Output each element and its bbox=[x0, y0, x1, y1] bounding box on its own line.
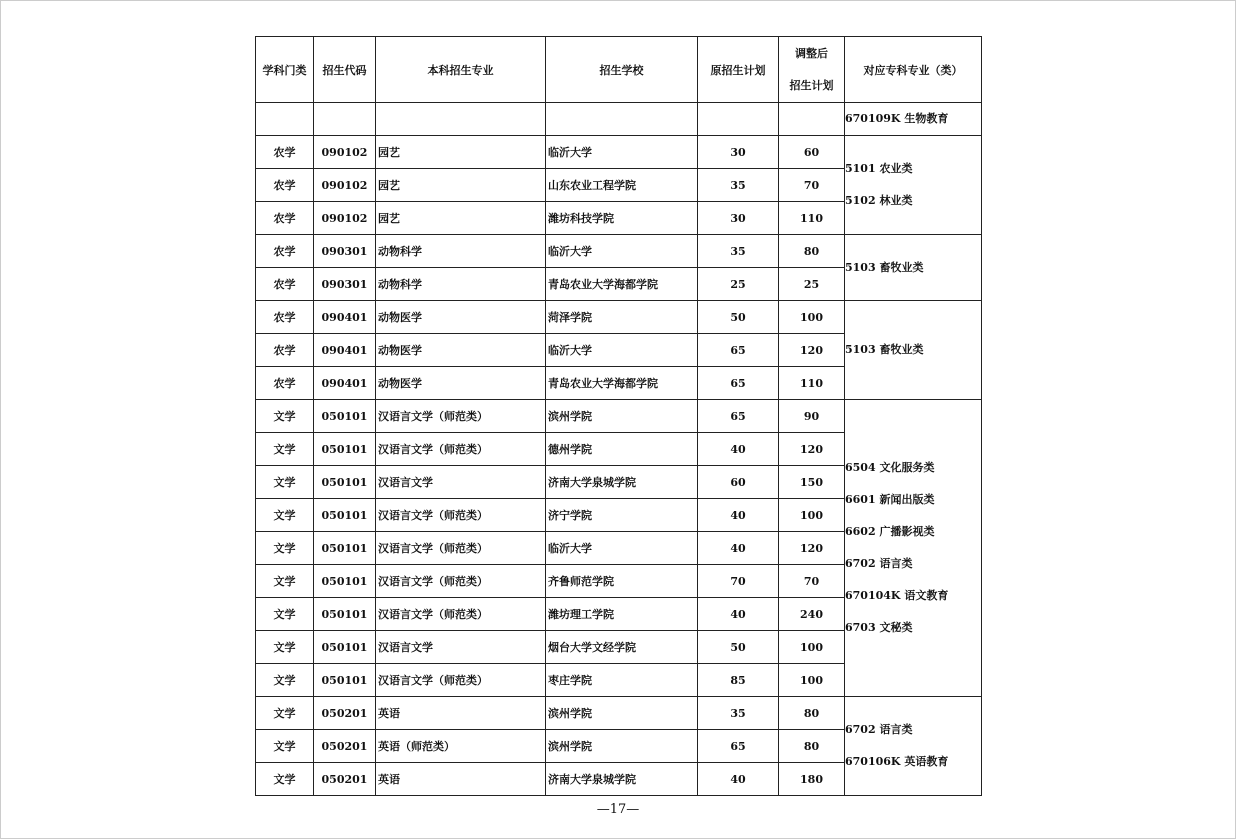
cell-category: 农学 bbox=[256, 367, 314, 400]
cell-adjusted-plan: 110 bbox=[779, 367, 845, 400]
cell-category: 文学 bbox=[256, 400, 314, 433]
cell-code: 050101 bbox=[314, 598, 376, 631]
cell-major: 园艺 bbox=[376, 169, 546, 202]
cell-category: 农学 bbox=[256, 202, 314, 235]
table-row bbox=[256, 697, 982, 730]
cell-major: 英语（师范类） bbox=[376, 730, 546, 763]
cell-code bbox=[314, 103, 376, 136]
cell-original-plan: 85 bbox=[698, 664, 779, 697]
cell-adjusted-plan: 180 bbox=[779, 763, 845, 796]
cell-adjusted-plan: 100 bbox=[779, 499, 845, 532]
junior-major-item: 5103 畜牧业类 bbox=[845, 343, 924, 356]
cell-school: 济南大学泉城学院 bbox=[546, 466, 698, 499]
cell-major: 动物科学 bbox=[376, 235, 546, 268]
cell-adjusted-plan: 150 bbox=[779, 466, 845, 499]
junior-major-item: 6702 语言类 bbox=[845, 557, 913, 570]
cell-junior-major-group bbox=[845, 103, 982, 136]
table-row bbox=[256, 103, 982, 136]
cell-original-plan bbox=[698, 103, 779, 136]
cell-original-plan: 25 bbox=[698, 268, 779, 301]
cell-adjusted-plan: 120 bbox=[779, 334, 845, 367]
cell-major: 动物医学 bbox=[376, 367, 546, 400]
cell-adjusted-plan: 110 bbox=[779, 202, 845, 235]
cell-original-plan: 35 bbox=[698, 697, 779, 730]
cell-school: 潍坊科技学院 bbox=[546, 202, 698, 235]
cell-category: 文学 bbox=[256, 598, 314, 631]
cell-category: 农学 bbox=[256, 301, 314, 334]
cell-adjusted-plan: 100 bbox=[779, 664, 845, 697]
cell-adjusted-plan: 60 bbox=[779, 136, 845, 169]
cell-category: 文学 bbox=[256, 532, 314, 565]
cell-school: 济宁学院 bbox=[546, 499, 698, 532]
cell-category: 农学 bbox=[256, 169, 314, 202]
enrollment-table bbox=[255, 36, 982, 796]
cell-adjusted-plan: 90 bbox=[779, 400, 845, 433]
cell-major: 汉语言文学（师范类） bbox=[376, 400, 546, 433]
cell-code: 050101 bbox=[314, 532, 376, 565]
cell-code: 090301 bbox=[314, 268, 376, 301]
cell-adjusted-plan: 240 bbox=[779, 598, 845, 631]
cell-major: 汉语言文学（师范类） bbox=[376, 433, 546, 466]
header-junior-major: 对应专科专业（类） bbox=[845, 37, 982, 103]
junior-major-item: 670109K 生物教育 bbox=[845, 112, 949, 125]
junior-major-item: 6702 语言类 bbox=[845, 723, 913, 736]
cell-original-plan: 65 bbox=[698, 334, 779, 367]
cell-major: 动物医学 bbox=[376, 334, 546, 367]
cell-adjusted-plan bbox=[779, 103, 845, 136]
cell-school: 青岛农业大学海都学院 bbox=[546, 268, 698, 301]
cell-category: 文学 bbox=[256, 499, 314, 532]
cell-category: 文学 bbox=[256, 664, 314, 697]
cell-school: 临沂大学 bbox=[546, 235, 698, 268]
cell-original-plan: 65 bbox=[698, 730, 779, 763]
table-row bbox=[256, 301, 982, 334]
cell-code: 050101 bbox=[314, 565, 376, 598]
cell-major bbox=[376, 103, 546, 136]
cell-original-plan: 40 bbox=[698, 499, 779, 532]
header-code: 招生代码 bbox=[314, 37, 376, 103]
cell-adjusted-plan: 80 bbox=[779, 730, 845, 763]
junior-major-item: 5103 畜牧业类 bbox=[845, 260, 924, 274]
junior-major-item: 5101 农业类 bbox=[845, 162, 913, 175]
junior-major-item: 670106K 英语教育 bbox=[845, 755, 949, 768]
cell-school: 临沂大学 bbox=[546, 334, 698, 367]
cell-major: 动物医学 bbox=[376, 301, 546, 334]
header-adjusted-line2: 招生计划 bbox=[789, 78, 834, 92]
cell-code: 050101 bbox=[314, 631, 376, 664]
cell-original-plan: 60 bbox=[698, 466, 779, 499]
cell-school: 潍坊理工学院 bbox=[546, 598, 698, 631]
cell-junior-major-group bbox=[845, 235, 982, 301]
cell-category: 农学 bbox=[256, 334, 314, 367]
cell-major: 汉语言文学（师范类） bbox=[376, 499, 546, 532]
page-number: —17— bbox=[596, 802, 640, 817]
cell-adjusted-plan: 80 bbox=[779, 235, 845, 268]
cell-original-plan: 65 bbox=[698, 400, 779, 433]
cell-junior-major-group bbox=[845, 136, 982, 235]
cell-original-plan: 65 bbox=[698, 367, 779, 400]
cell-adjusted-plan: 70 bbox=[779, 565, 845, 598]
cell-code: 050101 bbox=[314, 466, 376, 499]
cell-original-plan: 50 bbox=[698, 301, 779, 334]
cell-adjusted-plan: 120 bbox=[779, 433, 845, 466]
cell-adjusted-plan: 25 bbox=[779, 268, 845, 301]
junior-major-item: 6703 文秘类 bbox=[845, 621, 913, 634]
junior-major-item: 6602 广播影视类 bbox=[845, 525, 935, 538]
cell-school: 枣庄学院 bbox=[546, 664, 698, 697]
cell-category: 文学 bbox=[256, 763, 314, 796]
cell-major: 英语 bbox=[376, 697, 546, 730]
cell-category: 文学 bbox=[256, 565, 314, 598]
header-adjusted-plan bbox=[779, 37, 845, 103]
cell-major: 园艺 bbox=[376, 202, 546, 235]
cell-school: 菏泽学院 bbox=[546, 301, 698, 334]
cell-school: 滨州学院 bbox=[546, 697, 698, 730]
cell-school: 济南大学泉城学院 bbox=[546, 763, 698, 796]
junior-major-item: 5102 林业类 bbox=[845, 194, 913, 207]
cell-school: 齐鲁师范学院 bbox=[546, 565, 698, 598]
cell-original-plan: 40 bbox=[698, 433, 779, 466]
cell-junior-major-group bbox=[845, 697, 982, 796]
cell-school: 滨州学院 bbox=[546, 730, 698, 763]
cell-school: 临沂大学 bbox=[546, 136, 698, 169]
cell-code: 050101 bbox=[314, 499, 376, 532]
cell-original-plan: 30 bbox=[698, 136, 779, 169]
cell-school: 临沂大学 bbox=[546, 532, 698, 565]
cell-category: 文学 bbox=[256, 466, 314, 499]
cell-major: 汉语言文学 bbox=[376, 466, 546, 499]
cell-major: 汉语言文学 bbox=[376, 631, 546, 664]
cell-major: 汉语言文学（师范类） bbox=[376, 565, 546, 598]
cell-category: 文学 bbox=[256, 697, 314, 730]
cell-major: 英语 bbox=[376, 763, 546, 796]
cell-original-plan: 40 bbox=[698, 532, 779, 565]
cell-original-plan: 35 bbox=[698, 235, 779, 268]
cell-category: 文学 bbox=[256, 730, 314, 763]
cell-category: 农学 bbox=[256, 136, 314, 169]
cell-category: 文学 bbox=[256, 433, 314, 466]
cell-school bbox=[546, 103, 698, 136]
cell-code: 090301 bbox=[314, 235, 376, 268]
cell-code: 050201 bbox=[314, 763, 376, 796]
cell-school: 青岛农业大学海都学院 bbox=[546, 367, 698, 400]
cell-major: 动物科学 bbox=[376, 268, 546, 301]
cell-major: 园艺 bbox=[376, 136, 546, 169]
cell-code: 090401 bbox=[314, 334, 376, 367]
cell-adjusted-plan: 100 bbox=[779, 301, 845, 334]
cell-original-plan: 70 bbox=[698, 565, 779, 598]
cell-junior-major-group bbox=[845, 400, 982, 697]
cell-school: 山东农业工程学院 bbox=[546, 169, 698, 202]
cell-major: 汉语言文学（师范类） bbox=[376, 598, 546, 631]
cell-original-plan: 40 bbox=[698, 598, 779, 631]
cell-code: 090401 bbox=[314, 367, 376, 400]
junior-major-item: 6601 新闻出版类 bbox=[845, 493, 935, 506]
cell-category: 文学 bbox=[256, 631, 314, 664]
cell-major: 汉语言文学（师范类） bbox=[376, 532, 546, 565]
cell-school: 滨州学院 bbox=[546, 400, 698, 433]
cell-code: 090102 bbox=[314, 136, 376, 169]
cell-code: 050201 bbox=[314, 730, 376, 763]
header-major: 本科招生专业 bbox=[376, 37, 546, 103]
cell-school: 德州学院 bbox=[546, 433, 698, 466]
header-category: 学科门类 bbox=[256, 37, 314, 103]
cell-major: 汉语言文学（师范类） bbox=[376, 664, 546, 697]
cell-junior-major-group bbox=[845, 301, 982, 400]
cell-code: 050101 bbox=[314, 664, 376, 697]
table-row bbox=[256, 235, 982, 268]
header-school: 招生学校 bbox=[546, 37, 698, 103]
junior-major-item: 670104K 语文教育 bbox=[845, 589, 949, 602]
cell-category bbox=[256, 103, 314, 136]
cell-adjusted-plan: 70 bbox=[779, 169, 845, 202]
cell-adjusted-plan: 100 bbox=[779, 631, 845, 664]
header-adjusted-line1: 调整后 bbox=[795, 46, 828, 60]
cell-code: 090102 bbox=[314, 202, 376, 235]
cell-adjusted-plan: 120 bbox=[779, 532, 845, 565]
header-original-plan: 原招生计划 bbox=[698, 37, 779, 103]
cell-original-plan: 35 bbox=[698, 169, 779, 202]
junior-major-item: 6504 文化服务类 bbox=[845, 461, 935, 474]
cell-code: 090102 bbox=[314, 169, 376, 202]
cell-code: 050101 bbox=[314, 400, 376, 433]
table-row bbox=[256, 136, 982, 169]
cell-code: 050101 bbox=[314, 433, 376, 466]
cell-code: 050201 bbox=[314, 697, 376, 730]
cell-original-plan: 30 bbox=[698, 202, 779, 235]
cell-category: 农学 bbox=[256, 268, 314, 301]
table-header-row bbox=[256, 37, 982, 103]
cell-school: 烟台大学文经学院 bbox=[546, 631, 698, 664]
cell-original-plan: 50 bbox=[698, 631, 779, 664]
cell-original-plan: 40 bbox=[698, 763, 779, 796]
cell-code: 090401 bbox=[314, 301, 376, 334]
cell-category: 农学 bbox=[256, 235, 314, 268]
cell-adjusted-plan: 80 bbox=[779, 697, 845, 730]
table-row bbox=[256, 400, 982, 433]
